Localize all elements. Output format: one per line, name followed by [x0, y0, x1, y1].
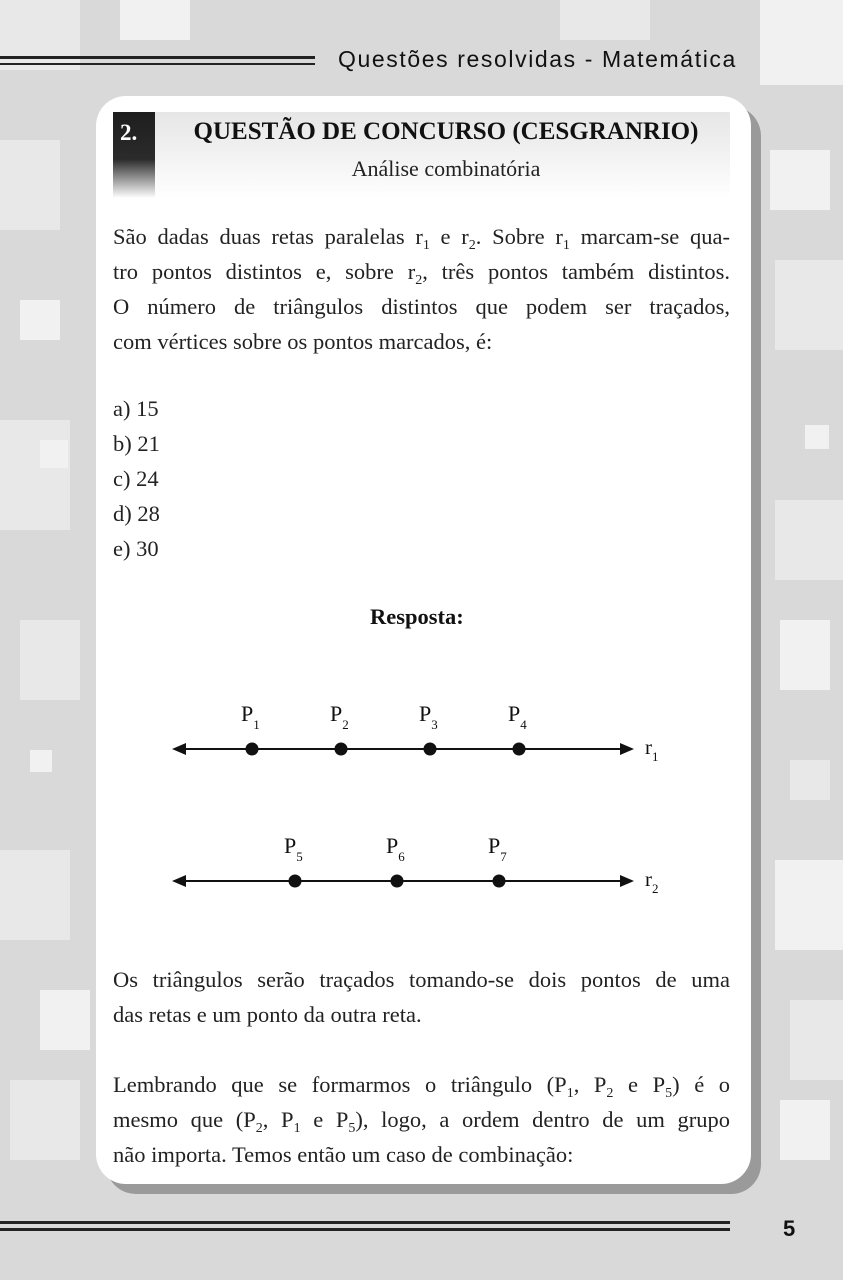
text-segment: ), logo, a ordem dentro de um grupo	[355, 1107, 730, 1132]
text-segment: , três pontos também distintos.	[422, 259, 730, 284]
subscript: 2	[606, 1086, 614, 1101]
point-label: $P_1$	[241, 701, 260, 732]
subscript: 2	[255, 1121, 263, 1136]
question-number: 2.	[120, 120, 138, 145]
text-segment: O número de triângulos distintos que podem ser traçados,	[113, 294, 730, 319]
text-segment: marcam-se qua-	[569, 224, 730, 249]
option-d: d) 28	[113, 501, 160, 526]
line-r1	[172, 743, 634, 755]
option-a: a) 15	[113, 396, 159, 421]
question-subject: Análise combinatória	[351, 156, 541, 181]
text-line	[113, 1067, 730, 1102]
line-r1-label: $r_1$	[645, 735, 659, 764]
question-statement	[113, 219, 730, 359]
point-marker	[424, 743, 437, 756]
text-segment: . Sobre r	[475, 224, 563, 249]
point-label: $P_5$	[284, 833, 303, 864]
point-label: $P_3$	[419, 701, 438, 732]
text-segment: , P	[262, 1107, 294, 1132]
text-line	[113, 324, 730, 359]
text-segment: , P	[573, 1072, 607, 1097]
text-line	[113, 254, 730, 289]
text-line	[113, 289, 730, 324]
text-segment: das retas e um ponto da outra reta.	[113, 1002, 422, 1027]
header-rule-bottom	[0, 63, 315, 65]
subscript: 1	[562, 238, 570, 253]
text-line	[113, 219, 730, 254]
point-marker	[246, 743, 259, 756]
subscript: 1	[422, 238, 430, 253]
text-segment: e r	[429, 224, 469, 249]
point-label: $P_7$	[488, 833, 507, 864]
point-label: $P_6$	[386, 833, 405, 864]
footer-rule-top	[0, 1221, 730, 1224]
text-segment: não importa. Temos então um caso de combinação:	[113, 1142, 574, 1167]
answer-heading: Resposta:	[370, 604, 464, 629]
subscript: 5	[665, 1086, 673, 1101]
text-segment: e P	[613, 1072, 666, 1097]
text-line	[113, 997, 730, 1032]
point-label: $P_2$	[330, 701, 349, 732]
footer-rule-bottom	[0, 1228, 730, 1231]
page-number: 5	[783, 1216, 796, 1241]
text-segment: ) é o	[672, 1072, 731, 1097]
point-marker	[513, 743, 526, 756]
point-label: $P_4$	[508, 701, 527, 732]
option-e: e) 30	[113, 536, 159, 561]
point-marker	[289, 875, 302, 888]
option-b: b) 21	[113, 431, 160, 456]
explanation-paragraph-1	[113, 962, 730, 1032]
subscript: 1	[293, 1121, 301, 1136]
text-segment: mesmo que (P	[113, 1107, 256, 1132]
text-segment: tro pontos distintos e, sobre r	[113, 259, 416, 284]
question-title: QUESTÃO DE CONCURSO (CESGRANRIO)	[193, 118, 699, 145]
header-rule-top	[0, 56, 315, 59]
text-segment: e P	[300, 1107, 349, 1132]
subscript: 1	[566, 1086, 574, 1101]
text-segment: com vértices sobre os pontos marcados, é:	[113, 329, 493, 354]
point-marker	[493, 875, 506, 888]
option-c: c) 24	[113, 466, 159, 491]
text-segment: São dadas duas retas paralelas r	[113, 224, 423, 249]
subscript: 5	[348, 1121, 356, 1136]
point-marker	[391, 875, 404, 888]
subscript: 2	[415, 273, 423, 288]
line-r2-label: $r_2$	[645, 867, 659, 896]
text-line	[113, 1137, 730, 1172]
running-title: Questões resolvidas - Matemática	[338, 46, 737, 72]
text-segment: Lembrando que se formarmos o triângulo (P	[113, 1072, 567, 1097]
text-line	[113, 1102, 730, 1137]
text-line	[113, 962, 730, 997]
parallel-lines-diagram	[160, 690, 680, 910]
text-segment: Os triângulos serão traçados tomando-se dois pontos de uma	[113, 967, 730, 992]
explanation-paragraph-2	[113, 1067, 730, 1172]
subscript: 2	[468, 238, 476, 253]
point-marker	[335, 743, 348, 756]
